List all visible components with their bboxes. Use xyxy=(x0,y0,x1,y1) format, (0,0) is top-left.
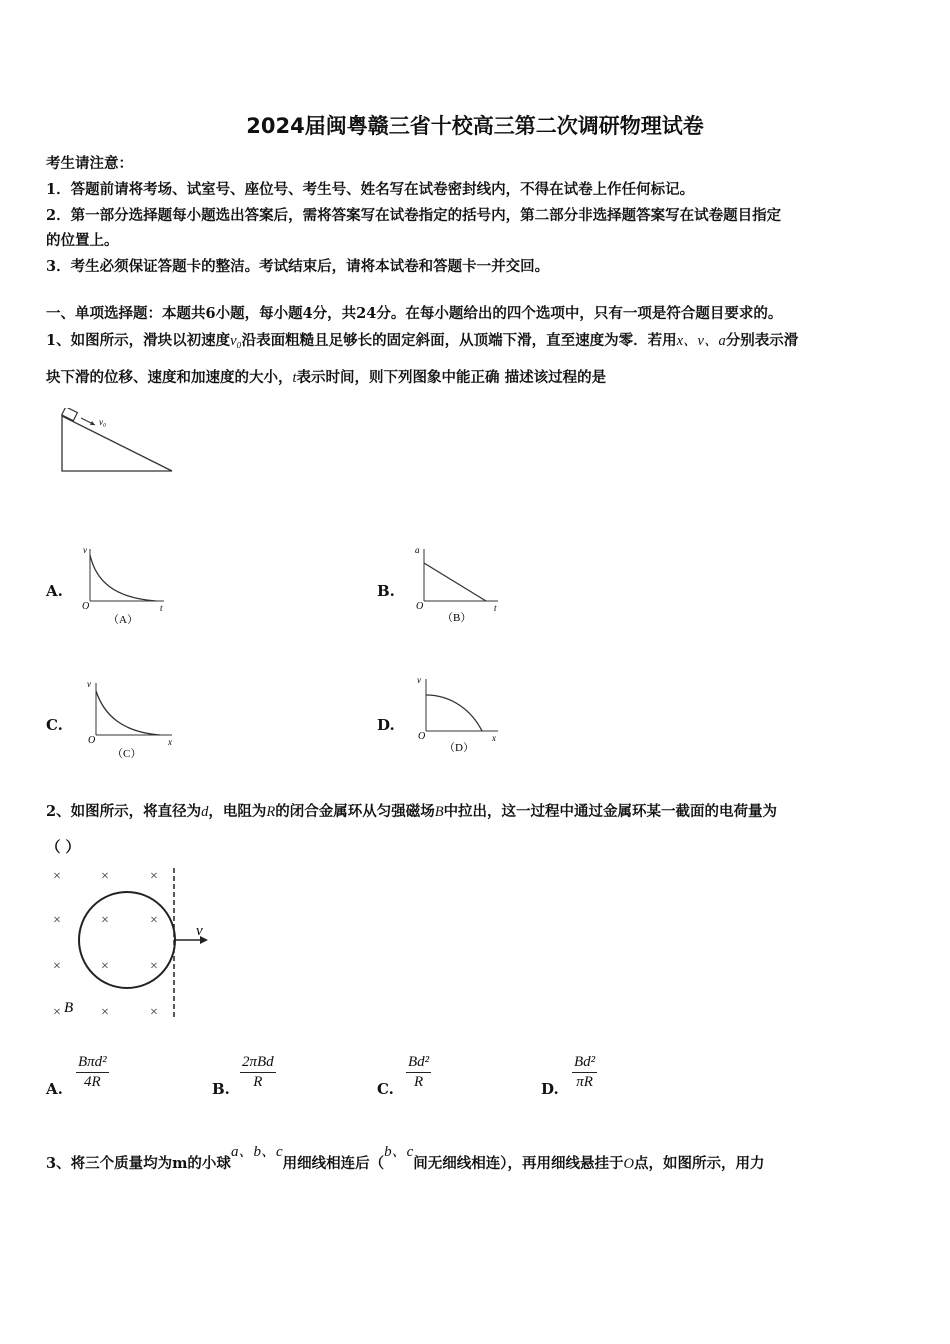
curve xyxy=(90,555,156,601)
denominator: R xyxy=(414,1074,424,1090)
field-mark: × xyxy=(101,869,109,884)
x-label: t xyxy=(494,603,497,613)
field-label: B xyxy=(64,1000,74,1016)
q1-option-b-label[interactable]: B. xyxy=(377,582,395,600)
metal-ring xyxy=(79,892,175,988)
x-label: t xyxy=(160,603,163,613)
q3-bc: b、c xyxy=(384,1144,414,1160)
field-mark: × xyxy=(150,913,158,928)
field-mark: × xyxy=(53,913,61,928)
q2-option-a-label[interactable]: A. xyxy=(46,1080,63,1098)
q1-text-c: 分别表示滑 xyxy=(725,332,799,349)
notice-heading: 考生请注意： xyxy=(46,155,133,172)
notice-item-3: 3．考生必须保证答题卡的整洁。考试结束后，请将本试卷和答题卡一并交回。 xyxy=(46,258,550,275)
origin-label: O xyxy=(418,731,426,742)
q1-text-d: 块下滑的位移、速度和加速度的大小， xyxy=(46,369,293,386)
q3-text-a: 3、将三个质量均为m的小球 xyxy=(46,1155,231,1172)
q3-text-c: 间无细线相连），再用细线悬挂于 xyxy=(413,1155,624,1172)
q2-option-b-label[interactable]: B. xyxy=(212,1080,230,1098)
q1-text-a: 1、如图所示，滑块以初速度 xyxy=(46,332,231,349)
caption: （B） xyxy=(442,612,472,624)
q2-option-d-formula xyxy=(572,1054,597,1091)
q2-text-line1 xyxy=(46,800,777,821)
q2-option-c-label[interactable]: C. xyxy=(377,1080,394,1098)
q2-text-d: 中拉出，这一过程中通过金属环某一截面的电荷量为 xyxy=(443,803,778,820)
notice-item-2: 2．第一部分选择题每小题选出答案后，需将答案写在试卷指定的括号内，第二部分非选择题答案写在试卷题目指定 xyxy=(46,207,782,224)
denominator: 4R xyxy=(84,1074,101,1090)
numerator: 2πBd xyxy=(242,1054,274,1070)
field-marks xyxy=(53,869,158,1020)
notice-item-1: 1．答题前请将考场、试室号、座位号、考生号、姓名写在试卷密封线内，不得在试卷上作任何标记。 xyxy=(46,181,695,198)
line xyxy=(424,563,486,601)
origin-label: O xyxy=(416,601,424,612)
q1-graph-c xyxy=(82,677,182,763)
origin-label: O xyxy=(82,601,90,612)
q1-option-d-label[interactable]: D. xyxy=(377,716,395,734)
q1-graph-b xyxy=(410,543,505,629)
field-mark: × xyxy=(101,913,109,928)
q2-option-a-formula xyxy=(76,1054,109,1091)
q1-v0: v₀ xyxy=(230,333,242,349)
numerator: Bπd² xyxy=(78,1054,107,1070)
q2-option-b-formula xyxy=(240,1054,276,1091)
field-mark: × xyxy=(101,1005,109,1020)
x-label: x xyxy=(492,733,496,743)
incline-figure xyxy=(55,408,180,478)
caption: （C） xyxy=(112,748,142,760)
denominator: πR xyxy=(576,1074,593,1090)
q2-text-a: 2、如图所示，将直径为 xyxy=(46,803,202,820)
incline-triangle xyxy=(62,416,172,471)
y-label: a xyxy=(415,545,420,555)
caption: （D） xyxy=(444,742,474,754)
notice-item-2-cont: 的位置上。 xyxy=(46,232,119,249)
q3-text-b: 用细线相连后（ xyxy=(282,1155,385,1172)
q3-text-d: 点，如图所示，用力 xyxy=(634,1155,765,1172)
q3-text xyxy=(46,1144,765,1173)
y-label: v xyxy=(87,679,91,689)
q2-option-c-formula xyxy=(406,1054,431,1091)
q2-d: d xyxy=(201,804,209,820)
field-mark: × xyxy=(101,959,109,974)
caption: （A） xyxy=(108,614,138,626)
x-label: x xyxy=(168,737,172,747)
q1-text-line1 xyxy=(46,329,798,350)
field-mark: × xyxy=(150,959,158,974)
field-mark: × xyxy=(150,869,158,884)
q1-text-e: 表示时间，则下列图象中能正确 描述该过程的是 xyxy=(296,369,607,386)
section-heading: 一、单项选择题：本题共6小题，每小题4分，共24分。在每小题给出的四个选项中，只有一项是符合题目要求的。 xyxy=(46,305,783,322)
q1-option-a-label[interactable]: A. xyxy=(46,582,63,600)
q1-graph-d xyxy=(410,673,510,761)
q1-text-line2 xyxy=(46,366,606,387)
field-mark: × xyxy=(53,959,61,974)
ring-field-figure xyxy=(44,860,224,1025)
numerator: Bd² xyxy=(408,1054,430,1070)
q2-text-line2: （ ） xyxy=(46,839,81,856)
q2-R: R xyxy=(266,804,276,820)
q1-text-b: 沿表面粗糙且足够长的固定斜面，从顶端下滑，直至速度为零．若用 xyxy=(241,332,677,349)
curve xyxy=(426,695,482,731)
q3-abc: a、b、c xyxy=(230,1144,283,1160)
numerator: Bd² xyxy=(574,1054,596,1070)
q1-t: t xyxy=(292,370,297,386)
y-label: v xyxy=(417,675,421,685)
q1-vars: x、v、a xyxy=(676,333,726,349)
origin-label: O xyxy=(88,735,96,746)
q1-option-c-label[interactable]: C. xyxy=(46,716,63,734)
y-label: v xyxy=(83,545,87,555)
field-mark: × xyxy=(53,1005,61,1020)
incline-v0-label: v₀ xyxy=(99,417,107,427)
q2-B: B xyxy=(434,804,444,820)
field-mark: × xyxy=(150,1005,158,1020)
q1-graph-a xyxy=(80,543,170,629)
slider-block xyxy=(62,408,78,421)
q2-option-d-label[interactable]: D. xyxy=(541,1080,559,1098)
q2-text-b: ，电阻为 xyxy=(208,803,267,820)
field-mark: × xyxy=(53,869,61,884)
curve xyxy=(96,691,160,735)
page-title: 2024届闽粤赣三省十校高三第二次调研物理试卷 xyxy=(246,114,704,138)
q2-text-c: 的闭合金属环从匀强磁场 xyxy=(275,803,435,820)
q3-O: O xyxy=(623,1156,635,1172)
denominator: R xyxy=(253,1074,263,1090)
velocity-label: v xyxy=(196,923,203,939)
